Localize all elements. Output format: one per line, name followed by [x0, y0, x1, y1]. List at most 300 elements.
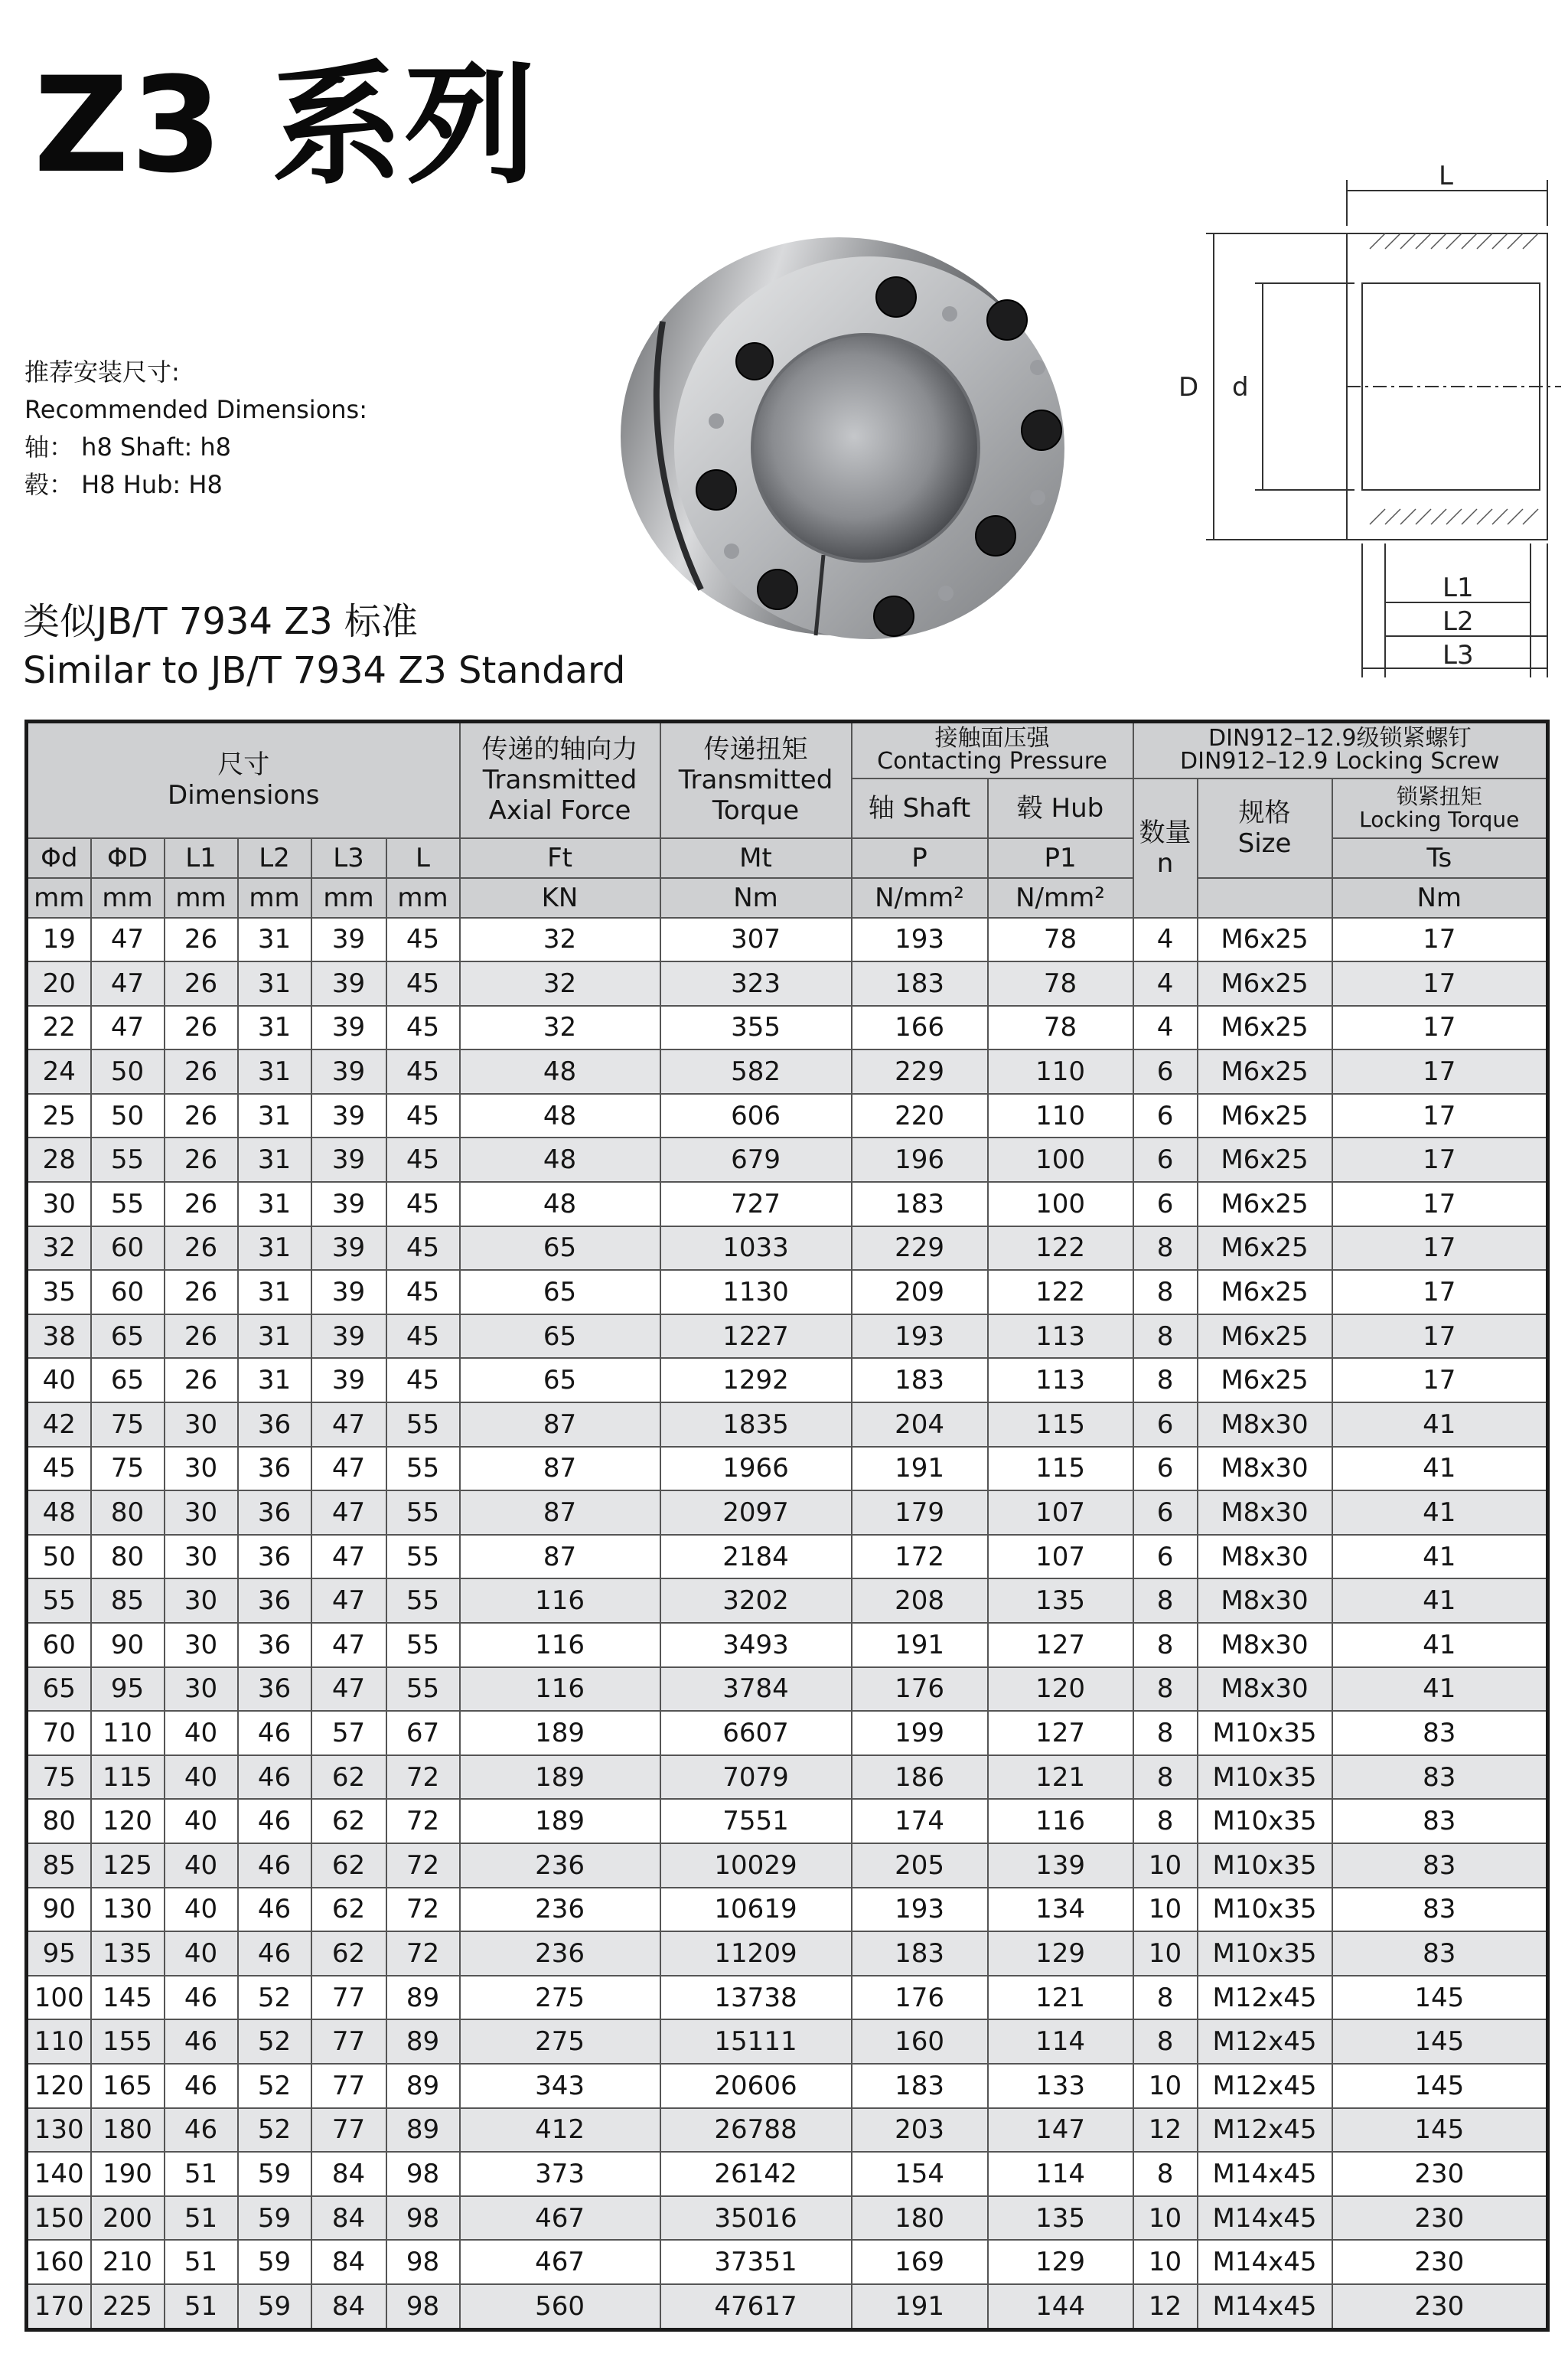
table-cell: M12x45	[1198, 2064, 1332, 2108]
table-row	[27, 1314, 1548, 1359]
table-cell: 204	[852, 1402, 988, 1447]
table-cell: 31	[238, 1138, 311, 1182]
table-cell: 80	[27, 1799, 91, 1843]
table-cell: 8	[1133, 1314, 1198, 1359]
table-cell: 174	[852, 1799, 988, 1843]
table-cell: 65	[460, 1270, 660, 1314]
table-cell: 26	[165, 1094, 238, 1138]
table-cell: 45	[27, 1447, 91, 1491]
table-cell: 72	[386, 1888, 460, 1932]
table-cell: 19	[27, 918, 91, 962]
table-cell: 47617	[660, 2284, 852, 2329]
table-cell: 209	[852, 1270, 988, 1314]
table-cell: 8	[1133, 1667, 1198, 1712]
table-cell: 26	[165, 918, 238, 962]
table-cell: 200	[91, 2196, 165, 2241]
table-cell: 41	[1332, 1490, 1548, 1535]
table-cell: 10	[1133, 2064, 1198, 2108]
sym-L3: L3	[311, 838, 386, 878]
table-cell: 41	[1332, 1535, 1548, 1579]
table-row	[27, 1535, 1548, 1579]
table-cell: 72	[386, 1799, 460, 1843]
table-cell: 77	[311, 2064, 386, 2108]
table-cell: 165	[91, 2064, 165, 2108]
table-cell: 30	[165, 1402, 238, 1447]
table-cell: 203	[852, 2108, 988, 2153]
table-cell: 26	[165, 961, 238, 1006]
table-cell: 160	[852, 2019, 988, 2064]
table-cell: 62	[311, 1755, 386, 1800]
table-cell: 145	[1332, 2019, 1548, 2064]
table-cell: 191	[852, 2284, 988, 2329]
table-cell: 727	[660, 1182, 852, 1226]
table-cell: 83	[1332, 1843, 1548, 1888]
table-cell: 115	[91, 1755, 165, 1800]
table-cell: 47	[91, 961, 165, 1006]
table-cell: 193	[852, 1888, 988, 1932]
table-cell: 110	[988, 1094, 1133, 1138]
table-cell: 10	[1133, 1931, 1198, 1976]
table-cell: 45	[386, 1270, 460, 1314]
table-cell: 87	[460, 1535, 660, 1579]
table-cell: 6	[1133, 1535, 1198, 1579]
table-cell: 133	[988, 2064, 1133, 2108]
table-cell: 36	[238, 1578, 311, 1623]
table-cell: 170	[27, 2284, 91, 2329]
table-cell: 120	[27, 2064, 91, 2108]
table-cell: 4	[1133, 1006, 1198, 1050]
table-cell: 84	[311, 2196, 386, 2241]
table-cell: 20606	[660, 2064, 852, 2108]
dimensions-header: 尺寸 Dimensions	[27, 722, 460, 838]
shaft-header: 轴 Shaft	[852, 779, 988, 838]
table-cell: 30	[165, 1578, 238, 1623]
table-cell: 48	[27, 1490, 91, 1535]
table-cell: M14x45	[1198, 2240, 1332, 2284]
table-cell: 26	[165, 1049, 238, 1094]
table-row	[27, 1447, 1548, 1491]
table-cell: 129	[988, 1931, 1133, 1976]
table-cell: 46	[165, 2064, 238, 2108]
table-cell: 6	[1133, 1402, 1198, 1447]
table-cell: 189	[460, 1711, 660, 1755]
table-cell: 83	[1332, 1755, 1548, 1800]
table-cell: 26	[165, 1006, 238, 1050]
table-cell: 45	[386, 918, 460, 962]
table-cell: 59	[238, 2284, 311, 2329]
table-cell: 51	[165, 2240, 238, 2284]
table-row	[27, 1138, 1548, 1182]
table-cell: M6x25	[1198, 918, 1332, 962]
table-cell: 229	[852, 1049, 988, 1094]
table-cell: 36	[238, 1667, 311, 1712]
unit-kn: KN	[460, 878, 660, 918]
table-cell: 582	[660, 1049, 852, 1094]
table-cell: 114	[988, 2019, 1133, 2064]
table-cell: 47	[311, 1535, 386, 1579]
standard-cn: 类似JB/T 7934 Z3 标准	[23, 600, 418, 643]
table-cell: 32	[460, 918, 660, 962]
table-cell: 275	[460, 2019, 660, 2064]
table-cell: 83	[1332, 1799, 1548, 1843]
label-L1: L1	[1442, 573, 1474, 603]
table-cell: 89	[386, 2108, 460, 2153]
table-cell: 47	[311, 1623, 386, 1667]
table-cell: 145	[1332, 2064, 1548, 2108]
table-cell: 39	[311, 1138, 386, 1182]
table-cell: 72	[386, 1843, 460, 1888]
table-cell: 46	[238, 1755, 311, 1800]
table-cell: M10x35	[1198, 1799, 1332, 1843]
table-cell: 40	[165, 1799, 238, 1843]
table-cell: 78	[988, 1006, 1133, 1050]
table-cell: 40	[165, 1755, 238, 1800]
table-cell: 36	[238, 1402, 311, 1447]
table-cell: 135	[988, 2196, 1133, 2241]
table-cell: 6	[1133, 1490, 1198, 1535]
table-cell: 48	[460, 1182, 660, 1226]
table-cell: 31	[238, 1314, 311, 1359]
table-cell: 98	[386, 2240, 460, 2284]
table-cell: 1130	[660, 1270, 852, 1314]
table-cell: 172	[852, 1535, 988, 1579]
table-cell: 78	[988, 918, 1133, 962]
table-cell: 41	[1332, 1578, 1548, 1623]
table-cell: 8	[1133, 1799, 1198, 1843]
table-cell: 35	[27, 1270, 91, 1314]
spec-table	[24, 720, 1550, 2332]
table-cell: 236	[460, 1843, 660, 1888]
table-cell: 89	[386, 2064, 460, 2108]
table-cell: 40	[165, 1888, 238, 1932]
table-cell: 145	[1332, 1976, 1548, 2020]
table-cell: 8	[1133, 1358, 1198, 1402]
label-D: D	[1178, 372, 1199, 403]
table-cell: 51	[165, 2196, 238, 2241]
table-cell: 8	[1133, 2019, 1198, 2064]
unit-nmm2: N/mm²	[852, 878, 988, 918]
table-cell: 89	[386, 2019, 460, 2064]
table-cell: 121	[988, 1976, 1133, 2020]
table-cell: M6x25	[1198, 1138, 1332, 1182]
table-cell: 51	[165, 2284, 238, 2329]
table-cell: 90	[27, 1888, 91, 1932]
table-cell: 65	[460, 1314, 660, 1359]
table-cell: 75	[91, 1402, 165, 1447]
table-cell: 39	[311, 1006, 386, 1050]
table-cell: 32	[27, 1226, 91, 1271]
table-cell: 55	[27, 1578, 91, 1623]
table-cell: 47	[91, 918, 165, 962]
table-cell: 17	[1332, 1182, 1548, 1226]
table-cell: 1292	[660, 1358, 852, 1402]
table-cell: 77	[311, 2108, 386, 2153]
table-cell: 307	[660, 918, 852, 962]
table-cell: 55	[91, 1138, 165, 1182]
table-cell: 113	[988, 1314, 1133, 1359]
table-cell: 179	[852, 1490, 988, 1535]
table-cell: 13738	[660, 1976, 852, 2020]
table-cell: 155	[91, 2019, 165, 2064]
table-cell: 72	[386, 1755, 460, 1800]
table-cell: M10x35	[1198, 1931, 1332, 1976]
table-cell: 38	[27, 1314, 91, 1359]
table-cell: 40	[165, 1843, 238, 1888]
table-cell: 84	[311, 2284, 386, 2329]
table-cell: 45	[386, 1049, 460, 1094]
table-cell: 4	[1133, 918, 1198, 962]
table-row	[27, 1623, 1548, 1667]
table-cell: 196	[852, 1138, 988, 1182]
standard-note	[23, 597, 625, 695]
table-cell: 72	[386, 1931, 460, 1976]
table-row	[27, 1270, 1548, 1314]
table-cell: M8x30	[1198, 1535, 1332, 1579]
table-cell: 31	[238, 918, 311, 962]
table-cell: 40	[165, 1931, 238, 1976]
standard-en: Similar to JB/T 7934 Z3 Standard	[23, 649, 626, 692]
table-row	[27, 2196, 1548, 2241]
recommended-en-title: Recommended Dimensions:	[24, 395, 367, 424]
table-row	[27, 961, 1548, 1006]
table-cell: 90	[91, 1623, 165, 1667]
unit-size-blank	[1198, 878, 1332, 918]
sym-Ts: Ts	[1332, 838, 1548, 878]
table-cell: 39	[311, 918, 386, 962]
table-cell: 10029	[660, 1843, 852, 1888]
table-cell: 116	[460, 1623, 660, 1667]
table-cell: M6x25	[1198, 1006, 1332, 1050]
table-cell: 17	[1332, 1006, 1548, 1050]
table-row	[27, 2240, 1548, 2284]
table-cell: 11209	[660, 1931, 852, 1976]
table-cell: 31	[238, 961, 311, 1006]
table-cell: 169	[852, 2240, 988, 2284]
table-row	[27, 1711, 1548, 1755]
table-cell: 6	[1133, 1049, 1198, 1094]
table-cell: 30	[165, 1447, 238, 1491]
table-cell: 6	[1133, 1138, 1198, 1182]
table-cell: 35016	[660, 2196, 852, 2241]
table-cell: 110	[988, 1049, 1133, 1094]
sym-d: Φd	[27, 838, 91, 878]
table-cell: 15111	[660, 2019, 852, 2064]
table-row	[27, 918, 1548, 962]
table-cell: 31	[238, 1182, 311, 1226]
table-cell: 10	[1133, 1843, 1198, 1888]
table-cell: 3202	[660, 1578, 852, 1623]
table-cell: 8	[1133, 2152, 1198, 2196]
unit-mm: mm	[386, 878, 460, 918]
table-cell: 39	[311, 1049, 386, 1094]
table-cell: 412	[460, 2108, 660, 2153]
table-cell: 230	[1332, 2152, 1548, 2196]
table-cell: 55	[386, 1623, 460, 1667]
table-cell: 467	[460, 2240, 660, 2284]
page-title: Z3 系列	[34, 48, 538, 202]
table-cell: 57	[311, 1711, 386, 1755]
table-cell: 30	[165, 1535, 238, 1579]
table-cell: 114	[988, 2152, 1133, 2196]
table-cell: 355	[660, 1006, 852, 1050]
table-cell: 50	[27, 1535, 91, 1579]
quantity-header: 数量 n	[1133, 779, 1198, 918]
table-row	[27, 2019, 1548, 2064]
table-cell: 45	[386, 1182, 460, 1226]
table-cell: 183	[852, 2064, 988, 2108]
table-row	[27, 1667, 1548, 1712]
table-cell: 140	[27, 2152, 91, 2196]
table-cell: 47	[311, 1490, 386, 1535]
table-cell: 225	[91, 2284, 165, 2329]
table-cell: 47	[91, 1006, 165, 1050]
table-cell: 17	[1332, 918, 1548, 962]
table-cell: 125	[91, 1843, 165, 1888]
sym-D: ΦD	[91, 838, 165, 878]
table-cell: 39	[311, 1226, 386, 1271]
table-cell: 60	[27, 1623, 91, 1667]
table-cell: 1227	[660, 1314, 852, 1359]
table-cell: 17	[1332, 1270, 1548, 1314]
locking-torque-header: 锁紧扭矩 Locking Torque	[1332, 779, 1548, 838]
table-cell: 41	[1332, 1623, 1548, 1667]
table-cell: 52	[238, 1976, 311, 2020]
table-cell: 75	[91, 1447, 165, 1491]
table-cell: 36	[238, 1623, 311, 1667]
table-cell: 30	[165, 1667, 238, 1712]
table-cell: 24	[27, 1049, 91, 1094]
table-cell: 1033	[660, 1226, 852, 1271]
table-cell: 130	[27, 2108, 91, 2153]
table-cell: 343	[460, 2064, 660, 2108]
table-cell: 55	[386, 1490, 460, 1535]
table-cell: 52	[238, 2108, 311, 2153]
size-header: 规格 Size	[1198, 779, 1332, 878]
product-photo	[609, 230, 1107, 658]
table-cell: 30	[165, 1490, 238, 1535]
table-cell: 147	[988, 2108, 1133, 2153]
table-cell: 7079	[660, 1755, 852, 1800]
table-cell: 39	[311, 1358, 386, 1402]
table-cell: 22	[27, 1006, 91, 1050]
screw-header: DIN912–12.9级锁紧螺钉 DIN912–12.9 Locking Screw	[1133, 722, 1548, 779]
table-cell: 59	[238, 2196, 311, 2241]
table-cell: 77	[311, 1976, 386, 2020]
table-row	[27, 2284, 1548, 2329]
table-cell: 50	[91, 1049, 165, 1094]
table-cell: 183	[852, 1358, 988, 1402]
table-cell: 1966	[660, 1447, 852, 1491]
table-cell: 31	[238, 1094, 311, 1138]
unit-mm: mm	[238, 878, 311, 918]
unit-nm: Nm	[660, 878, 852, 918]
table-cell: 166	[852, 1006, 988, 1050]
table-cell: 20	[27, 961, 91, 1006]
table-cell: 41	[1332, 1667, 1548, 1712]
table-row	[27, 1578, 1548, 1623]
table-cell: 84	[311, 2240, 386, 2284]
axial-force-header: 传递的轴向力 Transmitted Axial Force	[460, 722, 660, 838]
table-cell: 145	[1332, 2108, 1548, 2153]
table-cell: 144	[988, 2284, 1133, 2329]
table-row	[27, 1755, 1548, 1800]
recommended-dimensions	[24, 354, 367, 504]
table-cell: 127	[988, 1711, 1133, 1755]
unit-nm: Nm	[1332, 878, 1548, 918]
table-cell: 183	[852, 1182, 988, 1226]
table-cell: 62	[311, 1843, 386, 1888]
table-cell: 31	[238, 1226, 311, 1271]
table-cell: 7551	[660, 1799, 852, 1843]
table-cell: 154	[852, 2152, 988, 2196]
table-cell: 42	[27, 1402, 91, 1447]
table-cell: 122	[988, 1270, 1133, 1314]
table-cell: 62	[311, 1931, 386, 1976]
table-cell: 39	[311, 961, 386, 1006]
table-cell: 190	[91, 2152, 165, 2196]
table-cell: 83	[1332, 1888, 1548, 1932]
table-cell: 8	[1133, 1711, 1198, 1755]
table-cell: M8x30	[1198, 1490, 1332, 1535]
table-cell: M6x25	[1198, 1226, 1332, 1271]
table-cell: 8	[1133, 1755, 1198, 1800]
table-cell: 46	[238, 1711, 311, 1755]
table-cell: 205	[852, 1843, 988, 1888]
table-cell: 26	[165, 1270, 238, 1314]
table-cell: 1835	[660, 1402, 852, 1447]
label-d: d	[1232, 372, 1249, 403]
table-cell: 180	[852, 2196, 988, 2241]
table-cell: 176	[852, 1667, 988, 1712]
table-cell: 134	[988, 1888, 1133, 1932]
table-cell: 50	[91, 1094, 165, 1138]
table-row	[27, 1182, 1548, 1226]
label-L3: L3	[1442, 640, 1474, 671]
table-cell: 191	[852, 1623, 988, 1667]
table-cell: 80	[91, 1535, 165, 1579]
table-cell: 186	[852, 1755, 988, 1800]
table-cell: 17	[1332, 1049, 1548, 1094]
table-cell: 47	[311, 1578, 386, 1623]
table-cell: 41	[1332, 1402, 1548, 1447]
table-row	[27, 1006, 1548, 1050]
table-cell: 467	[460, 2196, 660, 2241]
table-cell: 98	[386, 2284, 460, 2329]
table-cell: 323	[660, 961, 852, 1006]
label-L2: L2	[1442, 606, 1474, 637]
table-cell: 45	[386, 1094, 460, 1138]
table-cell: 127	[988, 1623, 1133, 1667]
table-cell: 30	[165, 1623, 238, 1667]
table-cell: 116	[460, 1667, 660, 1712]
table-cell: 10	[1133, 1888, 1198, 1932]
table-cell: 208	[852, 1578, 988, 1623]
table-cell: 78	[988, 961, 1133, 1006]
table-cell: 48	[460, 1138, 660, 1182]
table-cell: 189	[460, 1799, 660, 1843]
table-row	[27, 1976, 1548, 2020]
table-cell: M12x45	[1198, 1976, 1332, 2020]
unit-mm: mm	[91, 878, 165, 918]
table-cell: 26	[165, 1138, 238, 1182]
table-cell: 130	[91, 1888, 165, 1932]
table-cell: 87	[460, 1402, 660, 1447]
table-cell: 39	[311, 1182, 386, 1226]
table-cell: 55	[386, 1667, 460, 1712]
table-cell: 26	[165, 1226, 238, 1271]
table-cell: 3784	[660, 1667, 852, 1712]
table-cell: 26	[165, 1182, 238, 1226]
